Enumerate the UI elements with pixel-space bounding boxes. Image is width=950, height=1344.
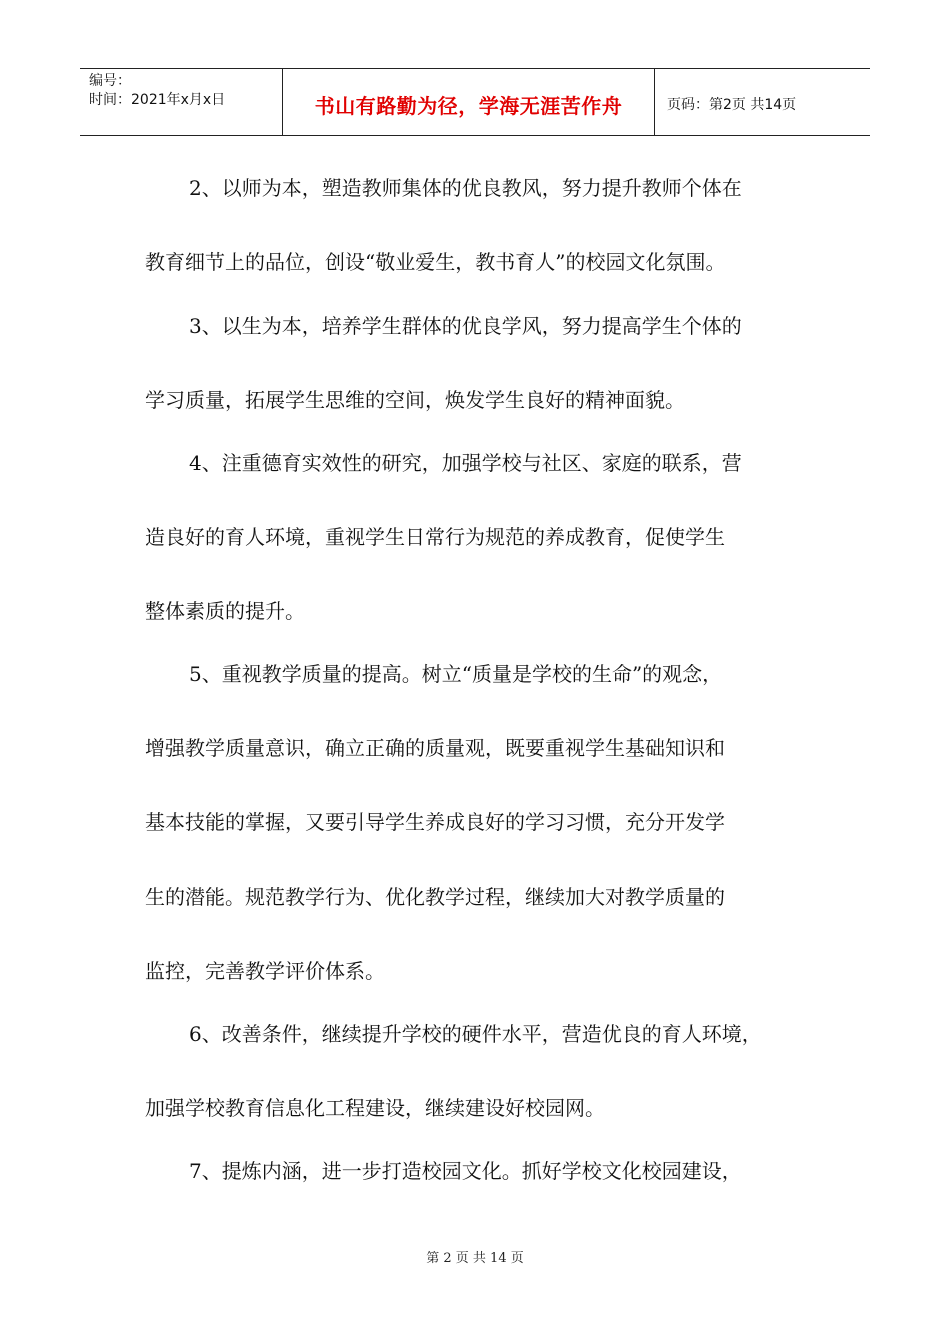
- paragraph-line: 基本技能的掌握，又要引导学生养成良好的学习习惯，充分开发学: [145, 810, 725, 834]
- paragraph-line: 整体素质的提升。: [145, 599, 305, 623]
- paragraph-line: 加强学校教育信息化工程建设，继续建设好校园网。: [145, 1096, 605, 1120]
- header-meta: [80, 69, 283, 135]
- paragraph-line: 4、注重德育实效性的研究，加强学校与社区、家庭的联系，营: [189, 451, 742, 475]
- paragraph-line: 增强教学质量意识，确立正确的质量观，既要重视学生基础知识和: [145, 736, 725, 760]
- header-motto: 书山有路勤为径，学海无涯苦作舟: [283, 69, 655, 135]
- paragraph-line: 学习质量，拓展学生思维的空间，焕发学生良好的精神面貌。: [145, 388, 685, 412]
- header-page-label: 页码：第2页 共14页: [667, 97, 797, 113]
- paragraph-line: 2、以师为本，塑造教师集体的优良教风，努力提升教师个体在: [189, 176, 742, 200]
- paragraph-line: 监控，完善教学评价体系。: [145, 959, 385, 983]
- paragraph-line: 7、提炼内涵，进一步打造校园文化。抓好学校文化校园建设，: [189, 1159, 742, 1183]
- paragraph-line: 5、重视教学质量的提高。树立“质量是学校的生命”的观念，: [189, 662, 723, 686]
- document-header: [80, 68, 870, 136]
- paragraph-line: 3、以生为本，培养学生群体的优良学风，努力提高学生个体的: [189, 314, 742, 338]
- paragraph-line: 教育细节上的品位，创设“敬业爱生，教书育人”的校园文化氛围。: [145, 250, 726, 274]
- paragraph-line: 造良好的育人环境，重视学生日常行为规范的养成教育，促使学生: [145, 525, 725, 549]
- time-label: 时间：2021年x月x日: [89, 92, 226, 108]
- page-footer: 第 2 页 共 14 页: [426, 1251, 524, 1266]
- number-label: 编号：: [89, 73, 131, 89]
- paragraph-line: 生的潜能。规范教学行为、优化教学过程，继续加大对教学质量的: [145, 885, 725, 909]
- paragraph-line: 6、改善条件，继续提升学校的硬件水平，营造优良的育人环境，: [189, 1022, 762, 1046]
